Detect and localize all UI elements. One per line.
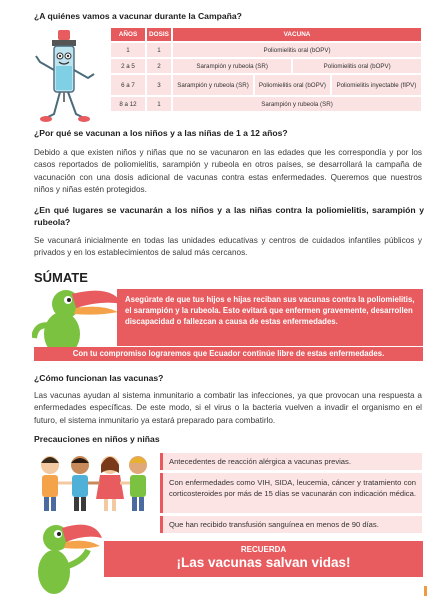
sumate-callout: Asegúrate de que tus hijos e hijas reciban sus vacunas contra la poliomielitis, el sarampión y la rubeola. Esto evitará que enfermen gravemente, desarrollen discapacidad o fallezcan a causa de estas enfermedades. [117,289,423,346]
table-row [111,75,421,95]
vaccine-table [109,26,423,113]
cell-vaccine: Sarampión y rubeola (SR) [173,59,291,73]
recuerda-text: ¡Las vacunas salvan vidas! [176,555,351,570]
col-header-doses: DOSIS [147,28,171,41]
sumate-banner: Con tu compromiso lograremos que Ecuador continúe libre de estas enfermedades. [34,347,423,361]
col-header-years: AÑOS [111,28,145,41]
cell-years: 6 a 7 [111,75,145,95]
cell-vaccine: Sarampión y rubeola (SR) [173,97,421,111]
section-heading: ¿Cómo funcionan las vacunas? [34,373,164,383]
table-row [111,59,421,73]
table-header-row [111,28,421,41]
section-heading: ¿Por qué se vacunan a los niños y a las niñas de 1 a 12 años? [34,128,288,138]
paragraph: Se vacunará inicialmente en todas las unidades educativas y centros de cuidados infantiles públicos y privados y en los establecimientos de salud más cercanos. [34,236,422,258]
sumate-title: SÚMATE [34,270,88,285]
table-row [111,97,421,111]
cell-years: 8 a 12 [111,97,145,111]
paragraph: Las vacunas ayudan al sistema inmunitario a combatir las infecciones, ya que provocan una respuesta a enfermedades específicas. De este modo, si el virus o la bacteria vuelven a invadir el organismo en el futuro, el sistema inmunitario ya estará preparado para combatirlo. [34,391,422,425]
cell-vaccine: Sarampión y rubeola (SR) [173,75,253,95]
cell-doses: 3 [147,75,171,95]
cell-vaccine: Poliomielitis oral (bOPV) [173,43,421,57]
cell-vaccine: Poliomielitis oral (bOPV) [293,59,421,73]
section-heading: ¿A quiénes vamos a vacunar durante la Campaña? [34,11,242,21]
cell-doses: 1 [147,97,171,111]
cell-vaccine: Poliomielitis oral (bOPV) [255,75,330,95]
syringe-mascot-illustration [30,26,102,124]
precaution-item: Antecedentes de reacción alérgica a vacunas previas. [160,453,422,470]
precaution-item: Con enfermedades como VIH, SIDA, leucemia, cáncer y tratamiento con corticosteroides por más de 15 días se vacunarán con indicación médica. [160,473,422,513]
recuerda-label: RECUERDA [240,545,287,554]
recuerda-banner [104,541,423,577]
paragraph: Debido a que existen niños y niñas que no se vacunaron en las edades que les correspondía y por los casos reportados de poliomielitis, sarampión y rubeola en otros países, se desarrollará la campaña de vacunación con una dosis adicional de vacunas contra estas enfermedades. Queremos que nuestros niños y niñas estén protegidos. [34,148,422,195]
section-heading: Precauciones en niños y niñas [34,434,160,444]
cell-doses: 2 [147,59,171,73]
precaution-item: Que han recibido transfusión sanguínea en menos de 90 días. [160,516,422,533]
section-heading: ¿En qué lugares se vacunarán a los niños y a las niñas contra la poliomielitis, sarampión y rubeola? [34,205,424,227]
cell-vaccine: Poliomielitis inyectable (fIPV) [332,75,421,95]
toucan-mascot-illustration [30,514,104,598]
cell-years: 2 a 5 [111,59,145,73]
cell-years: 1 [111,43,145,57]
children-illustration [34,451,154,513]
table-row [111,43,421,57]
cell-doses: 1 [147,43,171,57]
page-edge-marker [424,586,427,596]
col-header-vaccine: VACUNA [173,28,421,41]
